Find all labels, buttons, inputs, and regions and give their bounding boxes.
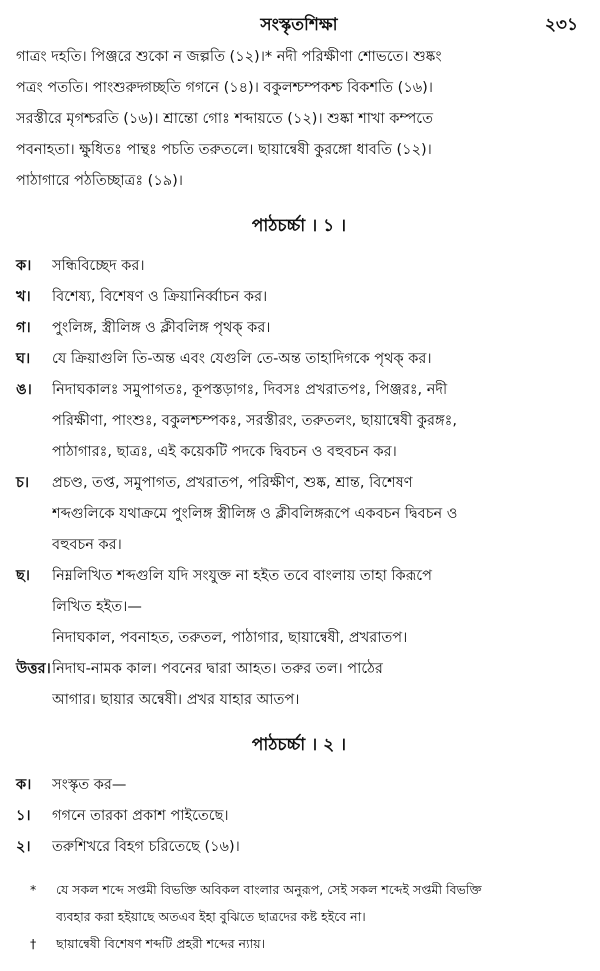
exercise-text: পুংলিঙ্গ, স্ত্রীলিঙ্গ ও ক্লীবলিঙ্গ পৃথক্ কর। xyxy=(52,320,271,336)
exercise-label: খ। xyxy=(16,289,31,305)
intro-line: পবনাহতা। ক্ষুধিতঃ পান্থঃ পচতি তরুতলে। ছায়ান্বেষী কুরঙ্গো ধাবতি (১২)। xyxy=(16,142,432,158)
intro-line: গাত্রং দহতি। পিঞ্জরে শুকো ন জল্পতি (১২)।* নদী পরিক্ষীণা শোভতে। শুষ্কং xyxy=(16,49,442,65)
footnote-mark: * xyxy=(30,882,37,897)
exercise-item xyxy=(16,313,582,344)
section-2-title: পাঠচর্চ্চা । ২ । xyxy=(251,735,347,755)
exercise-label: ১। xyxy=(16,808,31,824)
exercise-item xyxy=(16,375,582,468)
exercise-label: ২। xyxy=(16,839,31,855)
exercise-text: পরিক্ষীণা, পাংশুঃ, বকুলশ্চম্পকঃ, সরস্তীরং, তরুতলং, ছায়ান্বেষী কুরঙ্গঃ, xyxy=(52,413,457,429)
exercise-item xyxy=(16,770,582,801)
exercise-text: যে ক্রিয়াগুলি তি-অন্ত এবং যেগুলি তে-অন্ত তাহাদিগকে পৃথক্ কর। xyxy=(52,351,432,367)
section-1-exercises xyxy=(16,251,582,716)
footnotes xyxy=(30,876,582,957)
exercise-text: শব্দগুলিকে যথাক্রমে পুংলিঙ্গ স্ত্রীলিঙ্গ ও ক্লীবলিঙ্গরূপে একবচন দ্বিবচন ও xyxy=(52,506,458,522)
intro-line: সরস্তীরে মৃগশ্চরতি (১৬)। শ্রান্তো গোঃ শব্দায়তে (১২)। শুষ্কা শাখা কম্পতে xyxy=(16,111,433,127)
exercise-item xyxy=(16,468,582,561)
exercise-text: সংস্কৃত কর— xyxy=(52,777,127,793)
exercise-text: তরুশিখরে বিহগ চরিতেছে (১৬)। xyxy=(52,839,240,855)
exercise-label: ঘ। xyxy=(16,351,31,367)
intro-paragraph xyxy=(16,42,582,197)
page-header xyxy=(16,8,582,42)
intro-line: পাঠাগারে পঠতিচ্ছাত্রঃ (১৯)। xyxy=(16,173,183,189)
running-title: সংস্কৃতশিক্ষা xyxy=(260,15,338,35)
exercise-label: ক। xyxy=(16,777,32,793)
exercise-label: ঙ। xyxy=(16,382,32,398)
exercise-label: ক। xyxy=(16,258,32,274)
exercise-text: বহুবচন কর। xyxy=(52,537,122,553)
exercise-text: পাঠাগারঃ, ছাত্রঃ, এই কয়েকটি পদকে দ্বিবচন ও বহুবচন কর। xyxy=(52,444,397,460)
section-1-title: পাঠচর্চ্চা । ১ । xyxy=(251,216,347,236)
page-number: ২৩১ xyxy=(544,15,578,35)
exercise-item xyxy=(16,282,582,313)
section-2-exercises xyxy=(16,770,582,863)
footnote-text: ছায়ান্বেষী বিশেষণ শব্দটি প্রহরী শব্দের ন্যায়। xyxy=(56,936,266,951)
word-list: নিদাঘকাল, পবনাহত, তরুতল, পাঠাগার, ছায়ান্বেষী, প্রখরাতপ। xyxy=(52,630,408,646)
exercise-text: প্রচণ্ড, তপ্ত, সমুপাগত, প্রখরাতপ, পরিক্ষীণ, শুষ্ক, শ্রান্ত, বিশেষণ xyxy=(52,475,413,491)
exercise-text: গগনে তারকা প্রকাশ পাইতেছে। xyxy=(52,808,229,824)
answer-text: নিদাঘ-নামক কাল। পবনের দ্বারা আহত। তরুর তল। পাঠের xyxy=(52,661,383,677)
answer-block xyxy=(16,654,582,716)
exercise-text: সন্ধিবিচ্ছেদ কর। xyxy=(52,258,145,274)
exercise-text: নিদাঘকালঃ সমুপাগতঃ, কূপস্তড়াগঃ, দিবসঃ প্রখরাতপঃ, পিঞ্জরঃ, নদী xyxy=(52,382,448,398)
footnote-mark: † xyxy=(30,936,37,951)
exercise-item xyxy=(16,344,582,375)
exercise-item xyxy=(16,251,582,282)
exercise-label: চ। xyxy=(16,475,30,491)
exercise-text: লিখিত হইত।— xyxy=(52,599,142,615)
footnote-text: যে সকল শব্দে সপ্তমী বিভক্তি অবিকল বাংলার অনুরূপ, সেই সকল শব্দেই সপ্তমী বিভক্তি xyxy=(56,882,482,897)
exercise-item xyxy=(16,832,582,863)
exercise-label: গ। xyxy=(16,320,31,336)
footnote-text: ব্যবহার করা হইয়াছে অতএব ইহা বুঝিতে ছাত্রদের কষ্ট হইবে না। xyxy=(56,909,366,924)
exercise-label: ছ। xyxy=(16,568,30,584)
footnote xyxy=(30,930,582,957)
exercise-item xyxy=(16,801,582,832)
exercise-item xyxy=(16,561,582,623)
exercise-text: নিম্নলিখিত শব্দগুলি যদি সংযুক্ত না হইত তবে বাংলায় তাহা কিরূপে xyxy=(52,568,432,584)
answer-text: আগার। ছায়ার অন্বেষী। প্রখর যাহার আতপ। xyxy=(52,692,300,708)
exercise-text: বিশেষ্য, বিশেষণ ও ক্রিয়ানির্ব্বাচন কর। xyxy=(52,289,268,305)
intro-line: পত্রং পততি। পাংশুরুদ্গচ্ছতি গগনে (১৪)। বকুলশ্চম্পকশ্চ বিকশতি (১৬)। xyxy=(16,80,433,96)
answer-label: উত্তর। xyxy=(16,661,51,677)
footnote xyxy=(30,876,582,930)
